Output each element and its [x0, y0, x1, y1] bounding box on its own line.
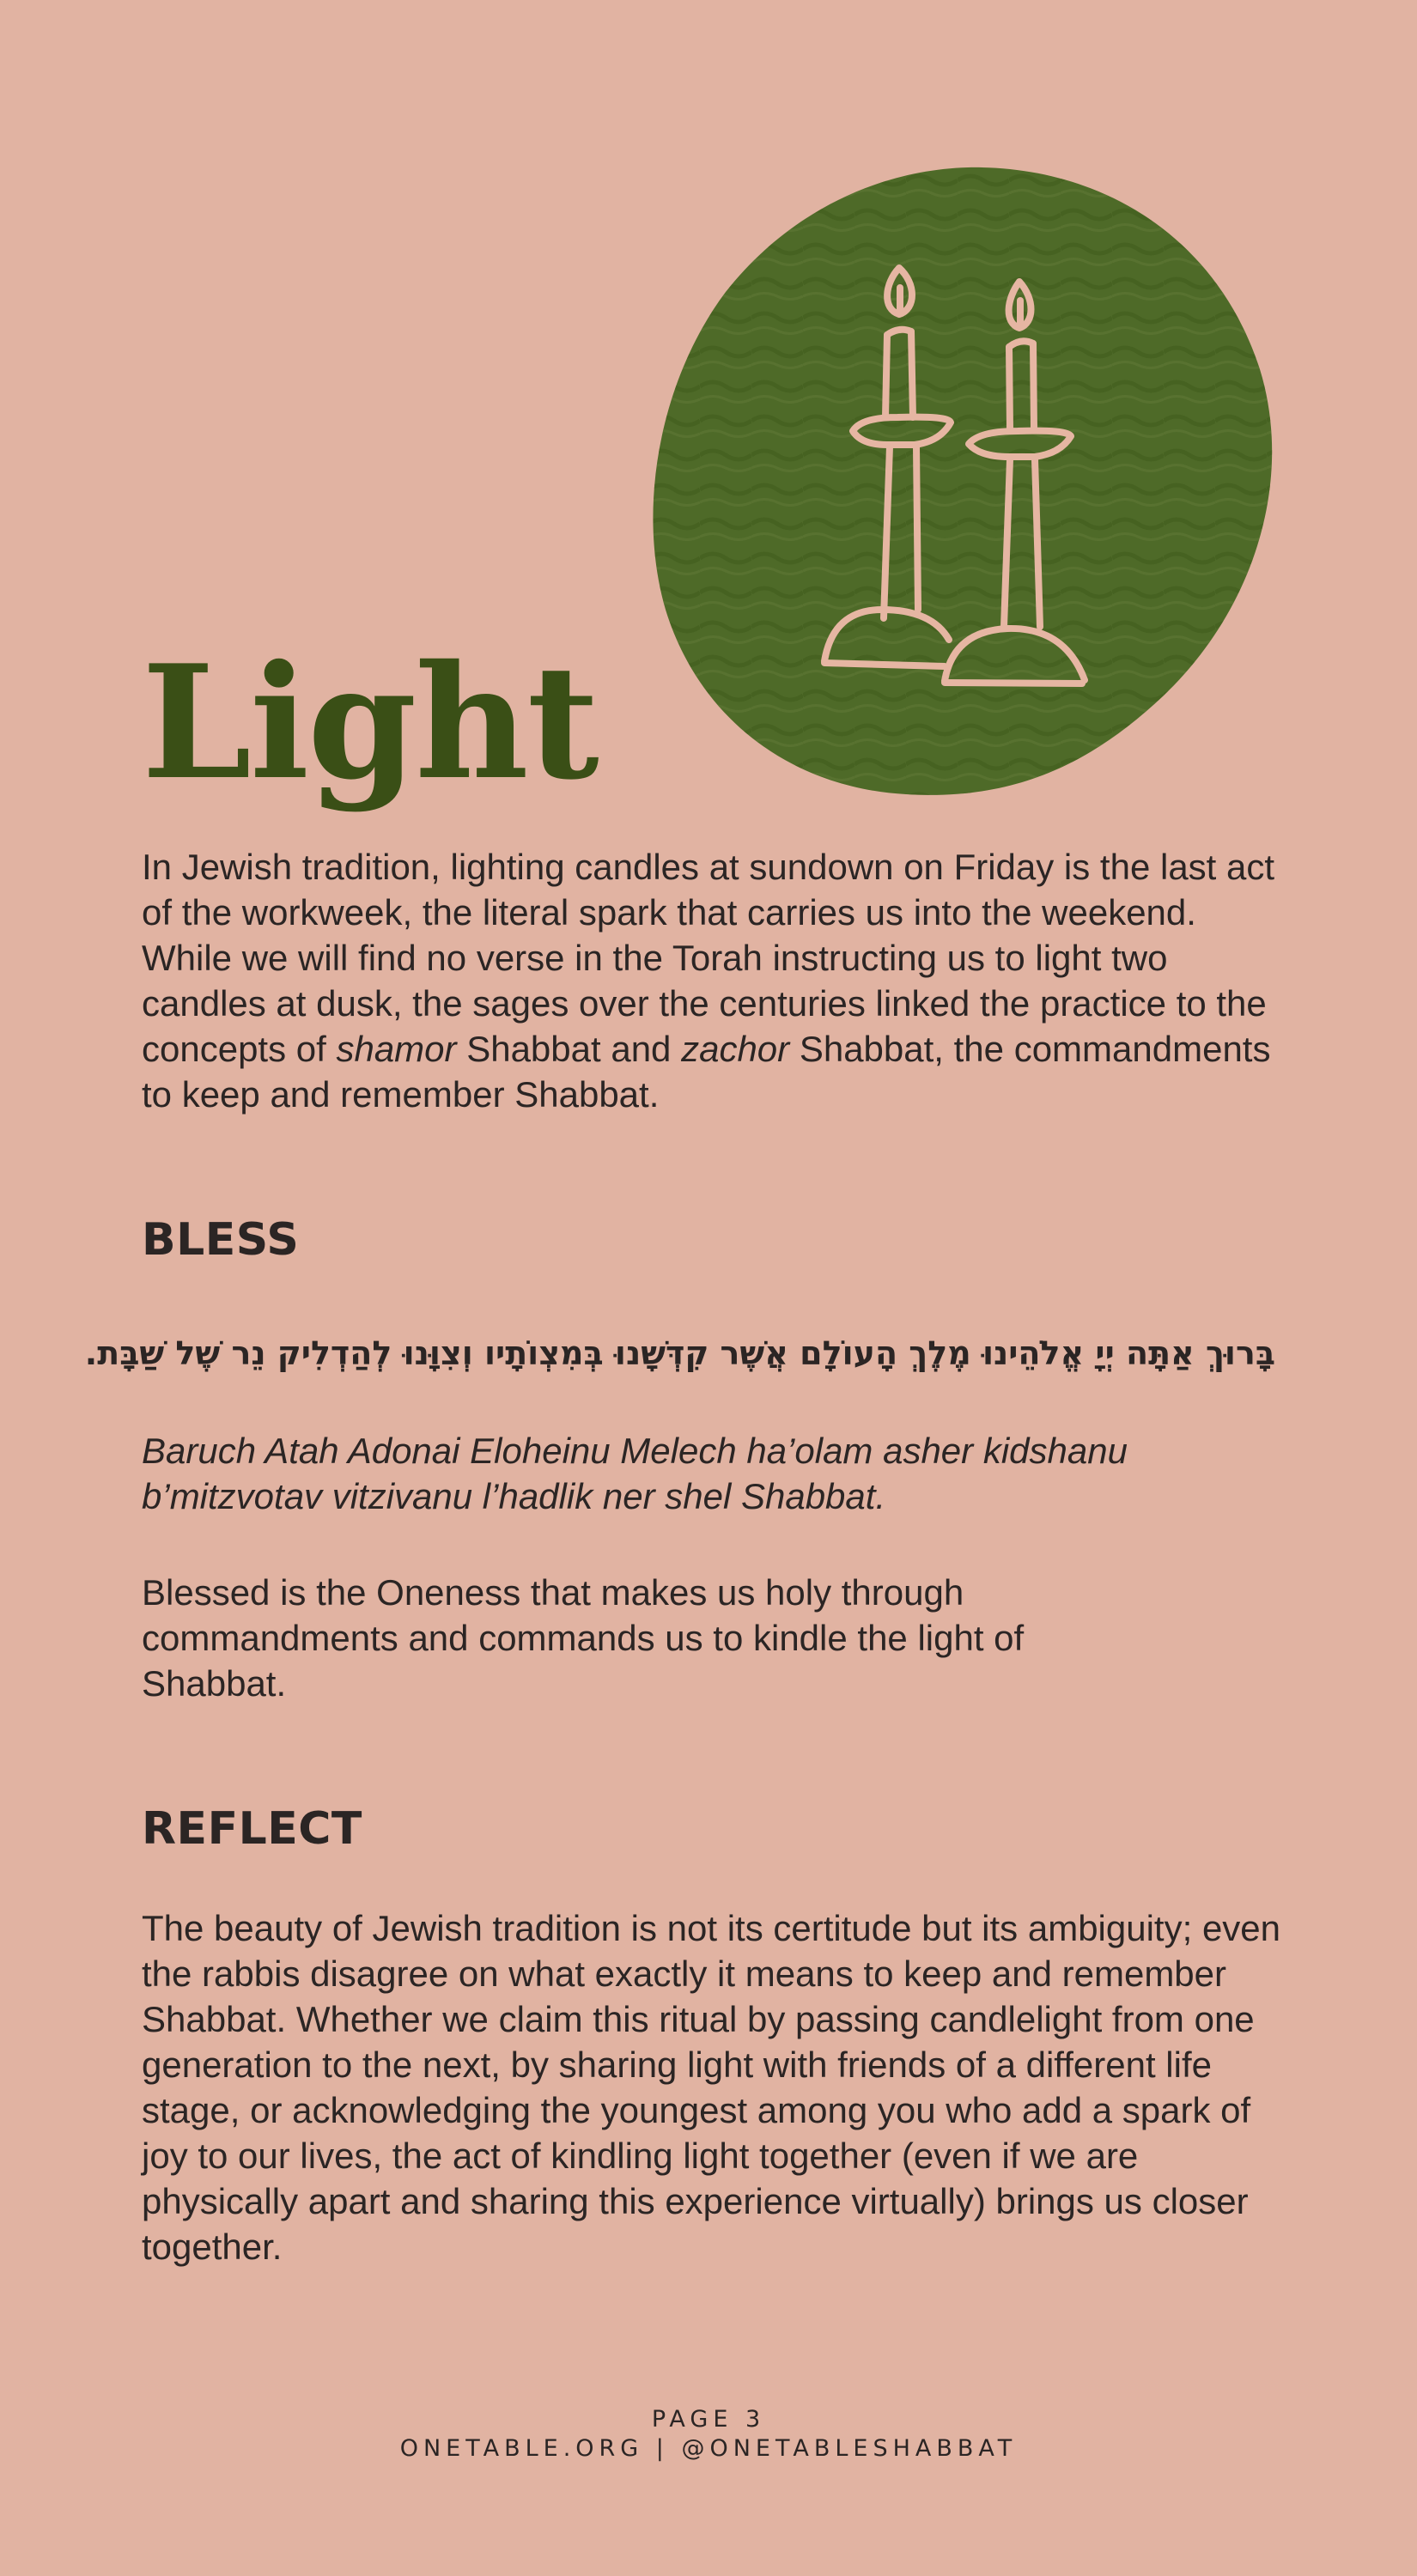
hebrew-blessing: בָּרוּךְ אַתָּה יְיָ אֱלֹהֵינוּ מֶלֶךְ הָעוֹלָם אֲשֶׁר קִדְּשָׁנוּ בְּמִצְוֹתָיו וְצִוָּנוּ לְהַדְלִיק נֵר שֶׁל שַׁבָּת. — [84, 1334, 1275, 1372]
shamor-term: shamor — [336, 1029, 457, 1069]
intro-text-1: In Jewish tradition, lighting candles at sundown on Friday is the last act of the workweek, the literal spark that carries us into the weekend. While we will find no verse in the Torah instructing us to light two candles at dusk, the sages over the centuries linked the practice to the concepts of — [142, 847, 1275, 1069]
shabbat-candles-icon — [648, 163, 1280, 803]
blessing-translation: Blessed is the Oneness that makes us holy through commandments and commands us to kindle the light of Shabbat. — [142, 1572, 1025, 1704]
intro-paragraph — [142, 844, 1292, 1117]
bless-heading: BLESS — [142, 1214, 300, 1266]
zachor-term: zachor — [681, 1029, 790, 1069]
page-title: Light — [142, 630, 598, 814]
blessing-transliteration: Baruch Atah Adonai Eloheinu Melech ha’olam asher kidshanu b’mitzvotav vitzivanu l’hadlik ner shel Shabbat. — [142, 1431, 1128, 1516]
intro-text-2: Shabbat and — [456, 1029, 682, 1069]
reflect-paragraph: The beauty of Jewish tradition is not its certitude but its ambiguity; even the rabbis disagree on what exactly it means to keep and remember Shabbat. Whether we claim this ritual by passing candlelight from one generation to the next, by sharing light with friends of a different life stage, or acknowledging the youngest among you who add a spark of joy to our lives, the act of kindling light together (even if we are physically apart and sharing this experience virtually) brings us closer together. — [142, 1908, 1281, 2267]
intro-text-3: Shabbat, the commandments to keep and remember Shabbat. — [142, 1029, 1271, 1115]
candles-emblem — [648, 163, 1280, 803]
reflect-heading: REFLECT — [142, 1803, 362, 1855]
page-number: PAGE 3 — [651, 2406, 766, 2433]
footer-links: ONETABLE.ORG | @ONETABLESHABBAT — [399, 2435, 1018, 2462]
